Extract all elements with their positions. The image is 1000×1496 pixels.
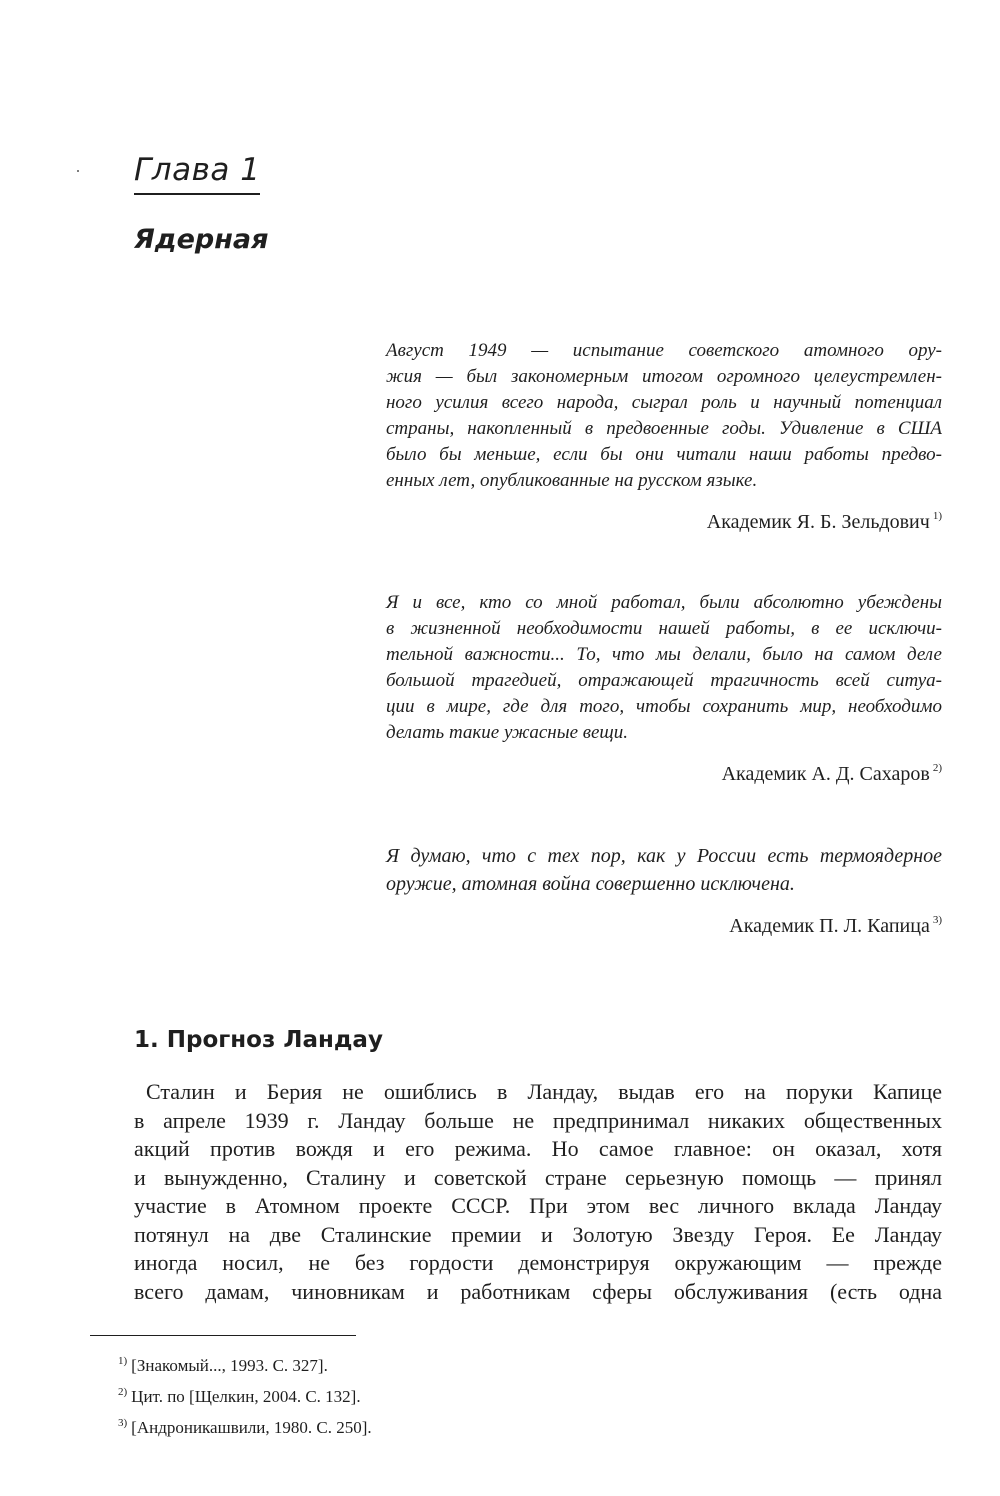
footnote-mark: 1) bbox=[118, 1355, 128, 1367]
footnote-text: [Андроникашвили, 1980. С. 250]. bbox=[131, 1418, 372, 1437]
footnote-2 bbox=[118, 1379, 372, 1410]
footnotes bbox=[118, 1348, 372, 1441]
footnote-3 bbox=[118, 1410, 372, 1441]
footnote-divider bbox=[90, 1335, 356, 1336]
body-line: иногда носил, не без гордости демонстрируя окружающим — прежде bbox=[134, 1250, 942, 1275]
epigraph-author bbox=[386, 502, 942, 536]
body-paragraph bbox=[134, 1078, 942, 1306]
footnote-text: [Знакомый..., 1993. С. 327]. bbox=[131, 1356, 328, 1375]
footnote-mark: 2) bbox=[118, 1386, 128, 1398]
footnote-ref: 3) bbox=[932, 914, 942, 926]
footnote-1 bbox=[118, 1348, 372, 1379]
epigraph-line: страны, накопленный в предвоенные годы. Удивление в США bbox=[386, 418, 942, 439]
epigraph-line: Я думаю, что с тех пор, как у России есть термоядерное bbox=[386, 845, 942, 867]
epigraph-text bbox=[386, 338, 942, 494]
body-line: и вынужденно, Сталину и советской стране серьезную помощь — принял bbox=[134, 1164, 942, 1190]
author-name: Академик П. Л. Капица bbox=[729, 915, 930, 937]
epigraph-text bbox=[386, 842, 942, 898]
epigraph-kapitsa bbox=[386, 842, 942, 940]
footnote-ref: 2) bbox=[932, 762, 942, 774]
epigraph-line: енных лет, опубликованные на русском языке. bbox=[386, 470, 758, 491]
epigraph-zeldovich bbox=[386, 338, 942, 536]
body-line: акций против вождя и его режима. Но самое главное: он оказал, хотя bbox=[134, 1136, 942, 1161]
chapter-title: Ядерная bbox=[134, 224, 269, 255]
epigraph-author bbox=[386, 906, 942, 940]
body-line: участие в Атомном проекте СССР. При этом вес личного вклада Ландау bbox=[134, 1193, 942, 1218]
body-line: в апреле 1939 г. Ландау больше не предпринимал никаких общественных bbox=[134, 1107, 942, 1133]
epigraph-line: было бы меньше, если бы они читали наши работы предво- bbox=[386, 444, 942, 465]
epigraph-line: в жизненной необходимости нашей работы, в ее исключи- bbox=[386, 618, 942, 639]
epigraph-author bbox=[386, 754, 942, 788]
epigraph-line: тельной важности... То, что мы делали, было на самом деле bbox=[386, 644, 942, 665]
section-heading: 1. Прогноз Ландау bbox=[134, 1027, 383, 1053]
body-line: потянул на две Сталинские премии и Золотую Звезду Героя. Ее Ландау bbox=[134, 1221, 942, 1247]
epigraph-line: ного усилия всего народа, сыграл роль и научный потенциал bbox=[386, 392, 942, 413]
footnote-ref: 1) bbox=[932, 510, 942, 522]
epigraph-line: Я и все, кто со мной работал, были абсолютно убеждены bbox=[386, 592, 942, 613]
epigraph-line: делать такие ужасные вещи. bbox=[386, 722, 629, 743]
chapter-label: Глава 1 bbox=[134, 150, 260, 195]
epigraph-line: ции в мире, где для того, чтобы сохранить мир, необходимо bbox=[386, 696, 942, 717]
epigraph-text bbox=[386, 590, 942, 746]
footnote-text: Цит. по [Щелкин, 2004. С. 132]. bbox=[131, 1387, 361, 1406]
body-line: всего дамам, чиновникам и работникам сферы обслуживания (есть одна bbox=[134, 1278, 942, 1304]
epigraph-line: оружие, атомная война совершенно исключена. bbox=[386, 873, 795, 895]
epigraph-line: Август 1949 — испытание советского атомного ору- bbox=[386, 340, 942, 361]
epigraph-line: большой трагедией, отражающей трагичность всей ситуа- bbox=[386, 670, 942, 691]
footnote-mark: 3) bbox=[118, 1417, 128, 1429]
page-speck bbox=[77, 170, 79, 172]
epigraph-line: жия — был закономерным итогом огромного целеустремлен- bbox=[386, 366, 942, 387]
epigraph-sakharov bbox=[386, 590, 942, 788]
author-name: Академик Я. Б. Зельдович bbox=[706, 511, 930, 533]
author-name: Академик А. Д. Сахаров bbox=[721, 763, 930, 785]
body-line: Сталин и Берия не ошиблись в Ландау, выдав его на поруки Капице bbox=[146, 1079, 942, 1104]
